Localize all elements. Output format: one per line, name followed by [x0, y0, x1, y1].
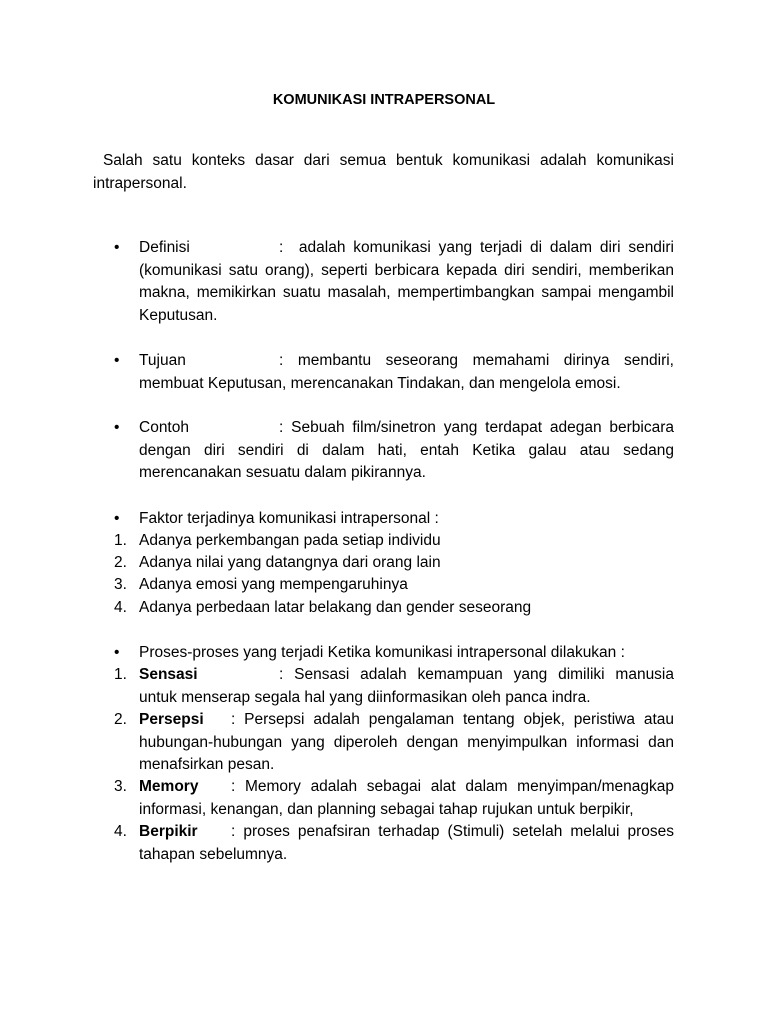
list-item-text: Adanya perbedaan latar belakang dan gender seseorang: [139, 599, 532, 616]
document-title: KOMUNIKASI INTRAPERSONAL: [272, 92, 496, 108]
list-number: 2.: [114, 554, 127, 571]
list-item: [93, 709, 674, 777]
list-item-text: Adanya perkembangan pada setiap individu: [139, 532, 441, 549]
bullet-marker: •: [114, 419, 120, 436]
list-number: 4.: [114, 599, 127, 616]
bullet-text: Sebuah film/sinetron yang terdapat adegan berbicara dengan diri sendiri di dalam hati, entah Ketika galau atau sedang merencanakan sesuatu dalam pikirannya.: [139, 419, 674, 481]
list-item: [93, 821, 674, 866]
intro-text: Salah satu konteks dasar dari semua bentuk komunikasi adalah komunikasi intrapersonal.: [93, 152, 674, 192]
bullet-tujuan: [93, 350, 674, 395]
bullet-text: adalah komunikasi yang terjadi di dalam diri sendiri (komunikasi satu orang), seperti berbicara kepada diri sendiri, memberikan makna, memikirkan suatu masalah, mempertimbangkan sampai mengambil Keputusan.: [139, 239, 674, 324]
process-term: Berpikir: [139, 823, 198, 840]
bullet-definisi: [93, 237, 674, 327]
bullet-marker: •: [114, 510, 120, 527]
list-number: 4.: [114, 823, 127, 840]
list-number: 2.: [114, 711, 127, 728]
list-item: [93, 530, 674, 553]
list-number: 1.: [114, 532, 127, 549]
list-item: [93, 776, 674, 821]
proses-heading: Proses-proses yang terjadi Ketika komunikasi intrapersonal dilakukan :: [139, 644, 625, 661]
bullet-term: Tujuan: [139, 352, 186, 369]
bullet-text: membantu seseorang memahami dirinya sendiri, membuat Keputusan, merencanakan Tindakan, dan mengelola emosi.: [139, 352, 674, 392]
bullet-term: Contoh: [139, 419, 189, 436]
bullet-term: Definisi: [139, 239, 190, 256]
list-item: [93, 574, 674, 597]
bullet-separator: :: [279, 419, 284, 436]
process-term: Sensasi: [139, 666, 198, 683]
intro-paragraph: [93, 150, 674, 195]
list-item-text: Adanya emosi yang mempengaruhinya: [139, 576, 408, 593]
list-item-text: : Memory adalah sebagai alat dalam menyimpan/menagkap informasi, kenangan, dan planning sebagai tahap rujukan untuk berpikir,: [139, 778, 674, 818]
list-item-text: : Persepsi adalah pengalaman tentang objek, peristiwa atau hubungan-hubungan yang diperoleh dengan menyimpulkan informasi dan menafsirkan pesan.: [139, 711, 674, 773]
list-item: [93, 664, 674, 709]
list-item: [93, 552, 674, 575]
faktor-section: [93, 508, 674, 531]
list-item-text: : Sensasi adalah kemampuan yang dimiliki manusia untuk menserap segala hal yang diinformasikan oleh panca indra.: [139, 666, 674, 706]
list-item-text: Adanya nilai yang datangnya dari orang lain: [139, 554, 441, 571]
bullet-separator: :: [279, 352, 284, 369]
list-number: 3.: [114, 576, 127, 593]
list-item: [93, 597, 674, 620]
bullet-marker: •: [114, 352, 120, 369]
bullet-contoh: [93, 417, 674, 485]
process-term: Persepsi: [139, 711, 204, 728]
proses-section: [93, 642, 674, 665]
bullet-marker: •: [114, 644, 120, 661]
list-number: 3.: [114, 778, 127, 795]
bullet-marker: •: [114, 239, 120, 256]
list-item-text: : proses penafsiran terhadap (Stimuli) setelah melalui proses tahapan sebelumnya.: [139, 823, 674, 863]
list-number: 1.: [114, 666, 127, 683]
bullet-separator: :: [279, 239, 284, 256]
process-term: Memory: [139, 778, 199, 795]
faktor-heading: Faktor terjadinya komunikasi intrapersonal :: [139, 510, 439, 527]
